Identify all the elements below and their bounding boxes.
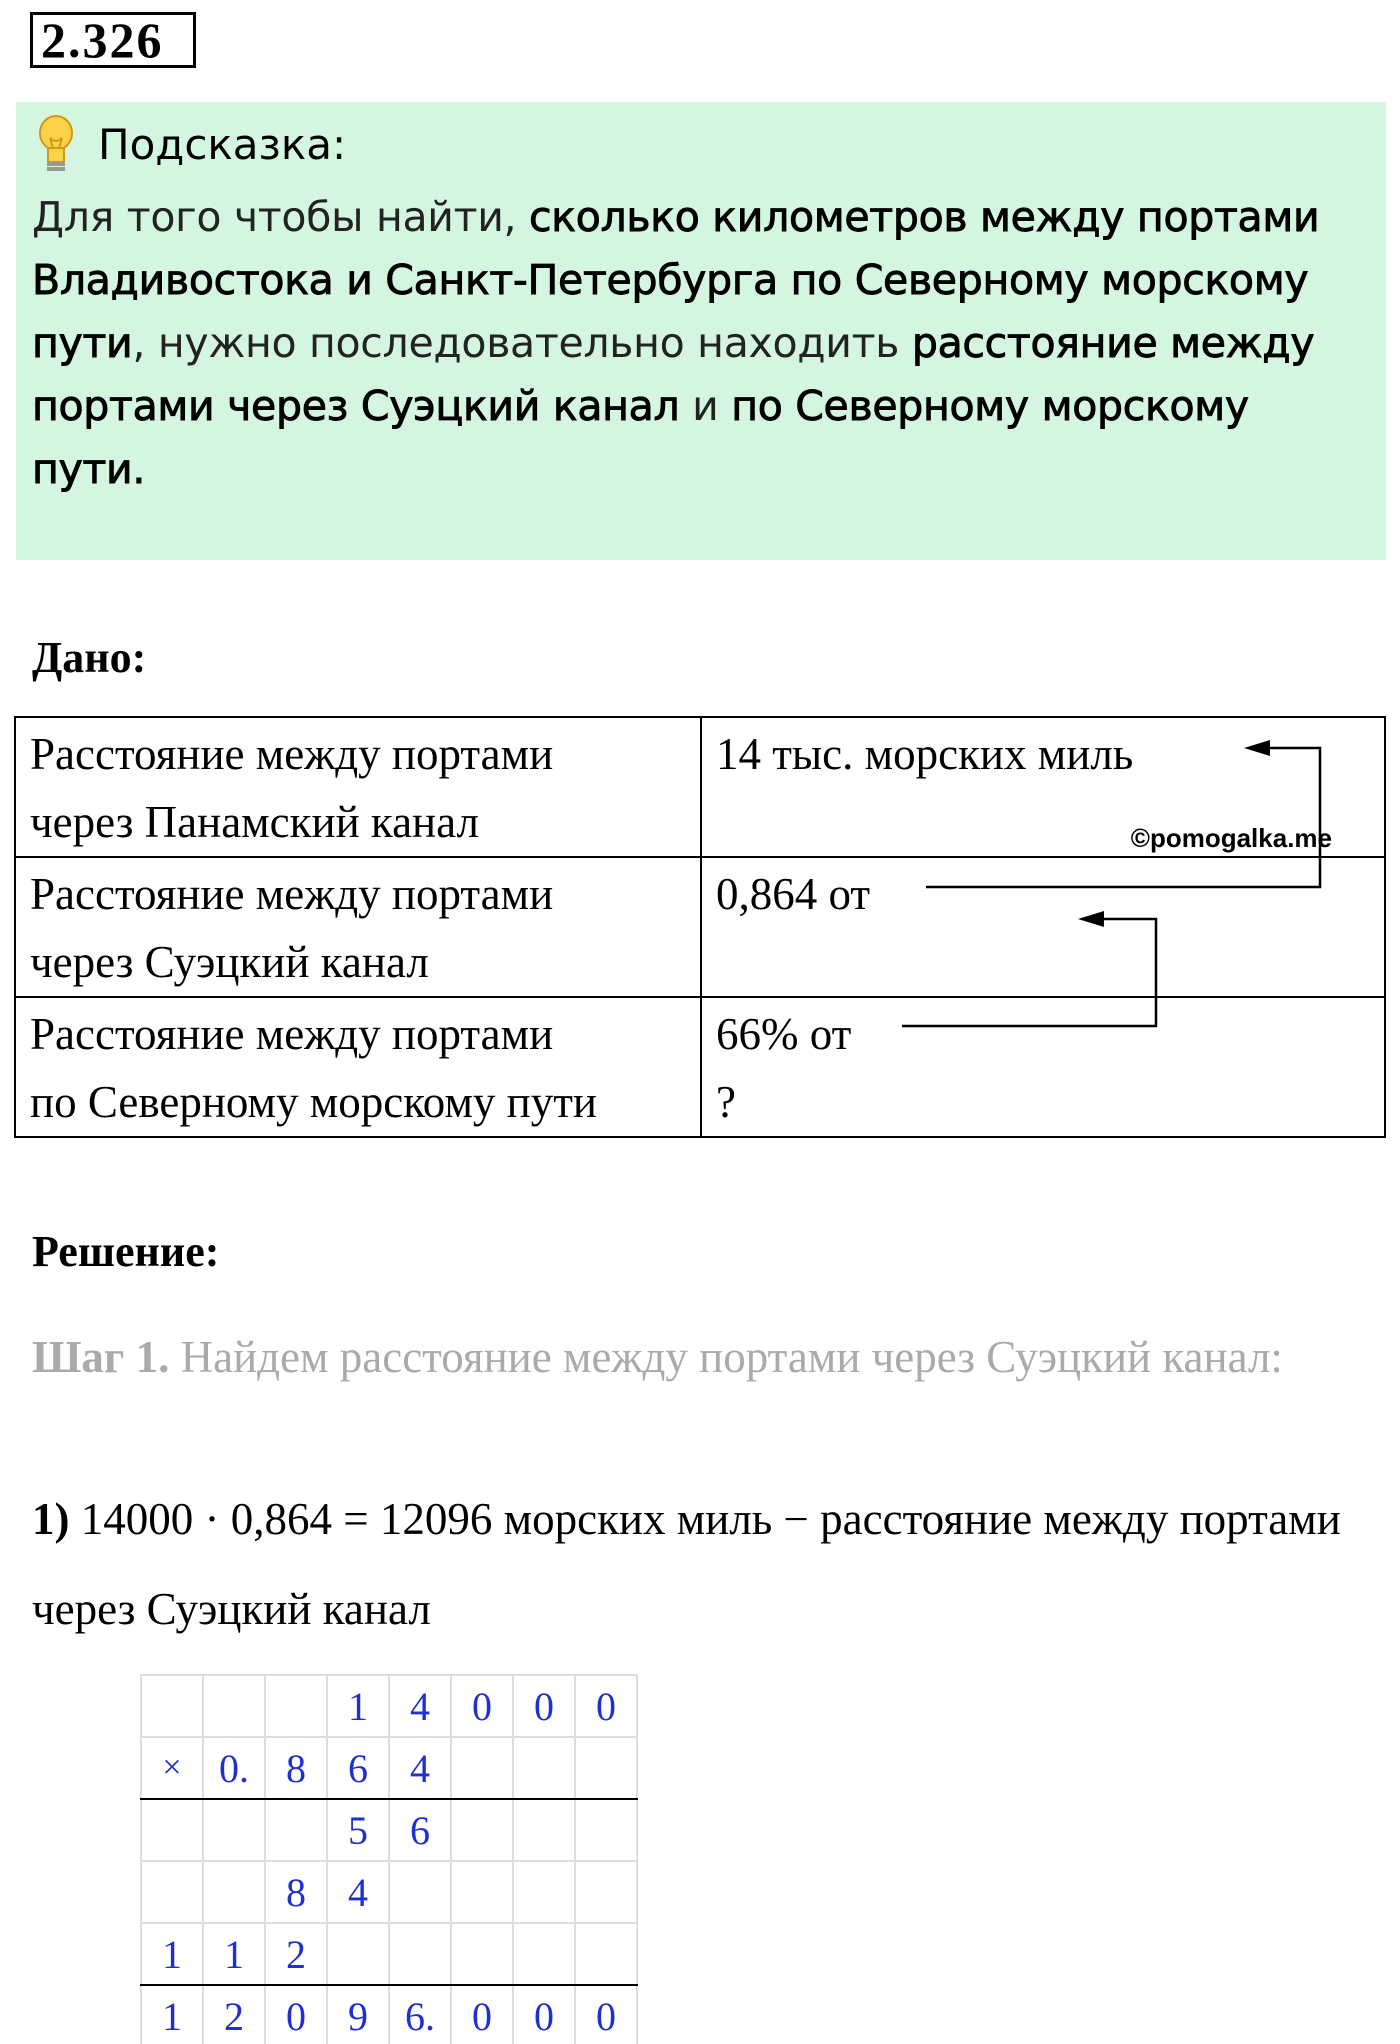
- given-label-line: через Суэцкий канал: [30, 937, 429, 987]
- mult-cell: [141, 1799, 203, 1861]
- mult-cell: 0: [513, 1675, 575, 1737]
- task-number: 2.326: [30, 12, 196, 68]
- given-table: [14, 716, 1386, 1138]
- mult-cell: 0: [265, 1985, 327, 2044]
- hint-strong-3: по Северному морскому пути.: [32, 382, 1249, 493]
- mult-cell: 2: [265, 1923, 327, 1985]
- mult-cell: 2: [203, 1985, 265, 2044]
- mult-cell: 4: [389, 1737, 451, 1799]
- given-value-cell: [701, 997, 1385, 1137]
- mult-cell: [575, 1737, 637, 1799]
- given-row: [15, 717, 1385, 857]
- mult-cell: [513, 1861, 575, 1923]
- mult-cell: 9: [327, 1985, 389, 2044]
- hint-strong-2: расстояние между портами через Суэцкий канал: [32, 319, 1315, 430]
- mult-cell: 0: [575, 1675, 637, 1737]
- mult-cell: [389, 1861, 451, 1923]
- hint-text-part-2: , нужно последовательно находить: [132, 319, 912, 367]
- mult-cell: 0.: [203, 1737, 265, 1799]
- solution-heading: Решение:: [32, 1227, 220, 1276]
- mult-cell: [451, 1861, 513, 1923]
- mult-cell: [513, 1799, 575, 1861]
- mult-cell: [451, 1799, 513, 1861]
- mult-cell: 4: [327, 1861, 389, 1923]
- mult-row: [141, 1923, 637, 1985]
- mult-cell: [141, 1675, 203, 1737]
- watermark: ©pomogalka.me: [1130, 823, 1332, 853]
- mult-cell: [203, 1861, 265, 1923]
- mult-cell: ×: [141, 1737, 203, 1799]
- given-value-line: 66% от: [716, 1009, 852, 1059]
- step-description: Найдем расстояние между портами через Суэцкий канал:: [169, 1332, 1283, 1382]
- multiplication-table: [140, 1674, 638, 2044]
- mult-cell: 0: [513, 1985, 575, 2044]
- mult-row: [141, 1799, 637, 1861]
- mult-cell: [575, 1861, 637, 1923]
- mult-cell: 1: [203, 1923, 265, 1985]
- mult-cell: [141, 1861, 203, 1923]
- mult-cell: [203, 1675, 265, 1737]
- mult-row: [141, 1985, 637, 2044]
- mult-cell: 1: [141, 1985, 203, 2044]
- given-row: [15, 997, 1385, 1137]
- given-value-line: ?: [716, 1077, 736, 1127]
- mult-cell: [451, 1923, 513, 1985]
- mult-cell: 8: [265, 1861, 327, 1923]
- mult-cell: [513, 1737, 575, 1799]
- step-1-text: [32, 1312, 1372, 1402]
- given-label-line: Расстояние между портами: [30, 1009, 554, 1059]
- mult-cell: [327, 1923, 389, 1985]
- given-label-line: Расстояние между портами: [30, 729, 554, 779]
- given-row: [15, 857, 1385, 997]
- given-label-cell: [15, 857, 701, 997]
- hint-text: [32, 186, 1352, 501]
- given-value-line: 0,864 от: [716, 869, 871, 919]
- mult-cell: 0: [575, 1985, 637, 2044]
- mult-cell: 8: [265, 1737, 327, 1799]
- hint-title-text: Подсказка:: [98, 119, 347, 169]
- mult-cell: [575, 1799, 637, 1861]
- given-value-cell: [701, 857, 1385, 997]
- mult-cell: [513, 1923, 575, 1985]
- mult-cell: 0: [451, 1985, 513, 2044]
- multiplication-grid: [140, 1674, 638, 2044]
- result-equation: 14000 · 0,864 = 12096 морских миль − расстояние между портами через Суэцкий канал: [32, 1494, 1341, 1634]
- result-number-label: 1): [32, 1494, 70, 1544]
- mult-cell: [203, 1799, 265, 1861]
- mult-cell: 1: [327, 1675, 389, 1737]
- mult-row: [141, 1737, 637, 1799]
- mult-cell: 4: [389, 1675, 451, 1737]
- mult-cell: 1: [141, 1923, 203, 1985]
- given-label-line: через Панамский канал: [30, 797, 479, 847]
- hint-title: [36, 112, 346, 176]
- hint-text-part-3: и: [679, 382, 732, 430]
- hint-text-part-1: Для того чтобы найти,: [32, 193, 530, 241]
- hint-strong-1: сколько километров между портами Владивостока и Санкт-Петербурга по Северному морскому пути: [32, 193, 1320, 367]
- mult-cell: 5: [327, 1799, 389, 1861]
- given-label-line: Расстояние между портами: [30, 869, 554, 919]
- given-label-line: по Северному морскому пути: [30, 1077, 598, 1127]
- given-label-cell: [15, 717, 701, 857]
- mult-cell: [451, 1737, 513, 1799]
- mult-row: [141, 1861, 637, 1923]
- given-value-line: 14 тыс. морских миль: [716, 729, 1134, 779]
- mult-cell: [265, 1675, 327, 1737]
- mult-row: [141, 1675, 637, 1737]
- mult-cell: 0: [451, 1675, 513, 1737]
- result-line: [32, 1474, 1372, 1654]
- given-heading: Дано:: [32, 633, 147, 682]
- mult-cell: 6.: [389, 1985, 451, 2044]
- mult-cell: [575, 1923, 637, 1985]
- mult-cell: 6: [389, 1799, 451, 1861]
- lightbulb-icon: [36, 114, 76, 174]
- step-label: Шаг 1.: [32, 1332, 170, 1382]
- mult-cell: [389, 1923, 451, 1985]
- given-value-cell: [701, 717, 1385, 857]
- mult-cell: 6: [327, 1737, 389, 1799]
- mult-cell: [265, 1799, 327, 1861]
- given-label-cell: [15, 997, 701, 1137]
